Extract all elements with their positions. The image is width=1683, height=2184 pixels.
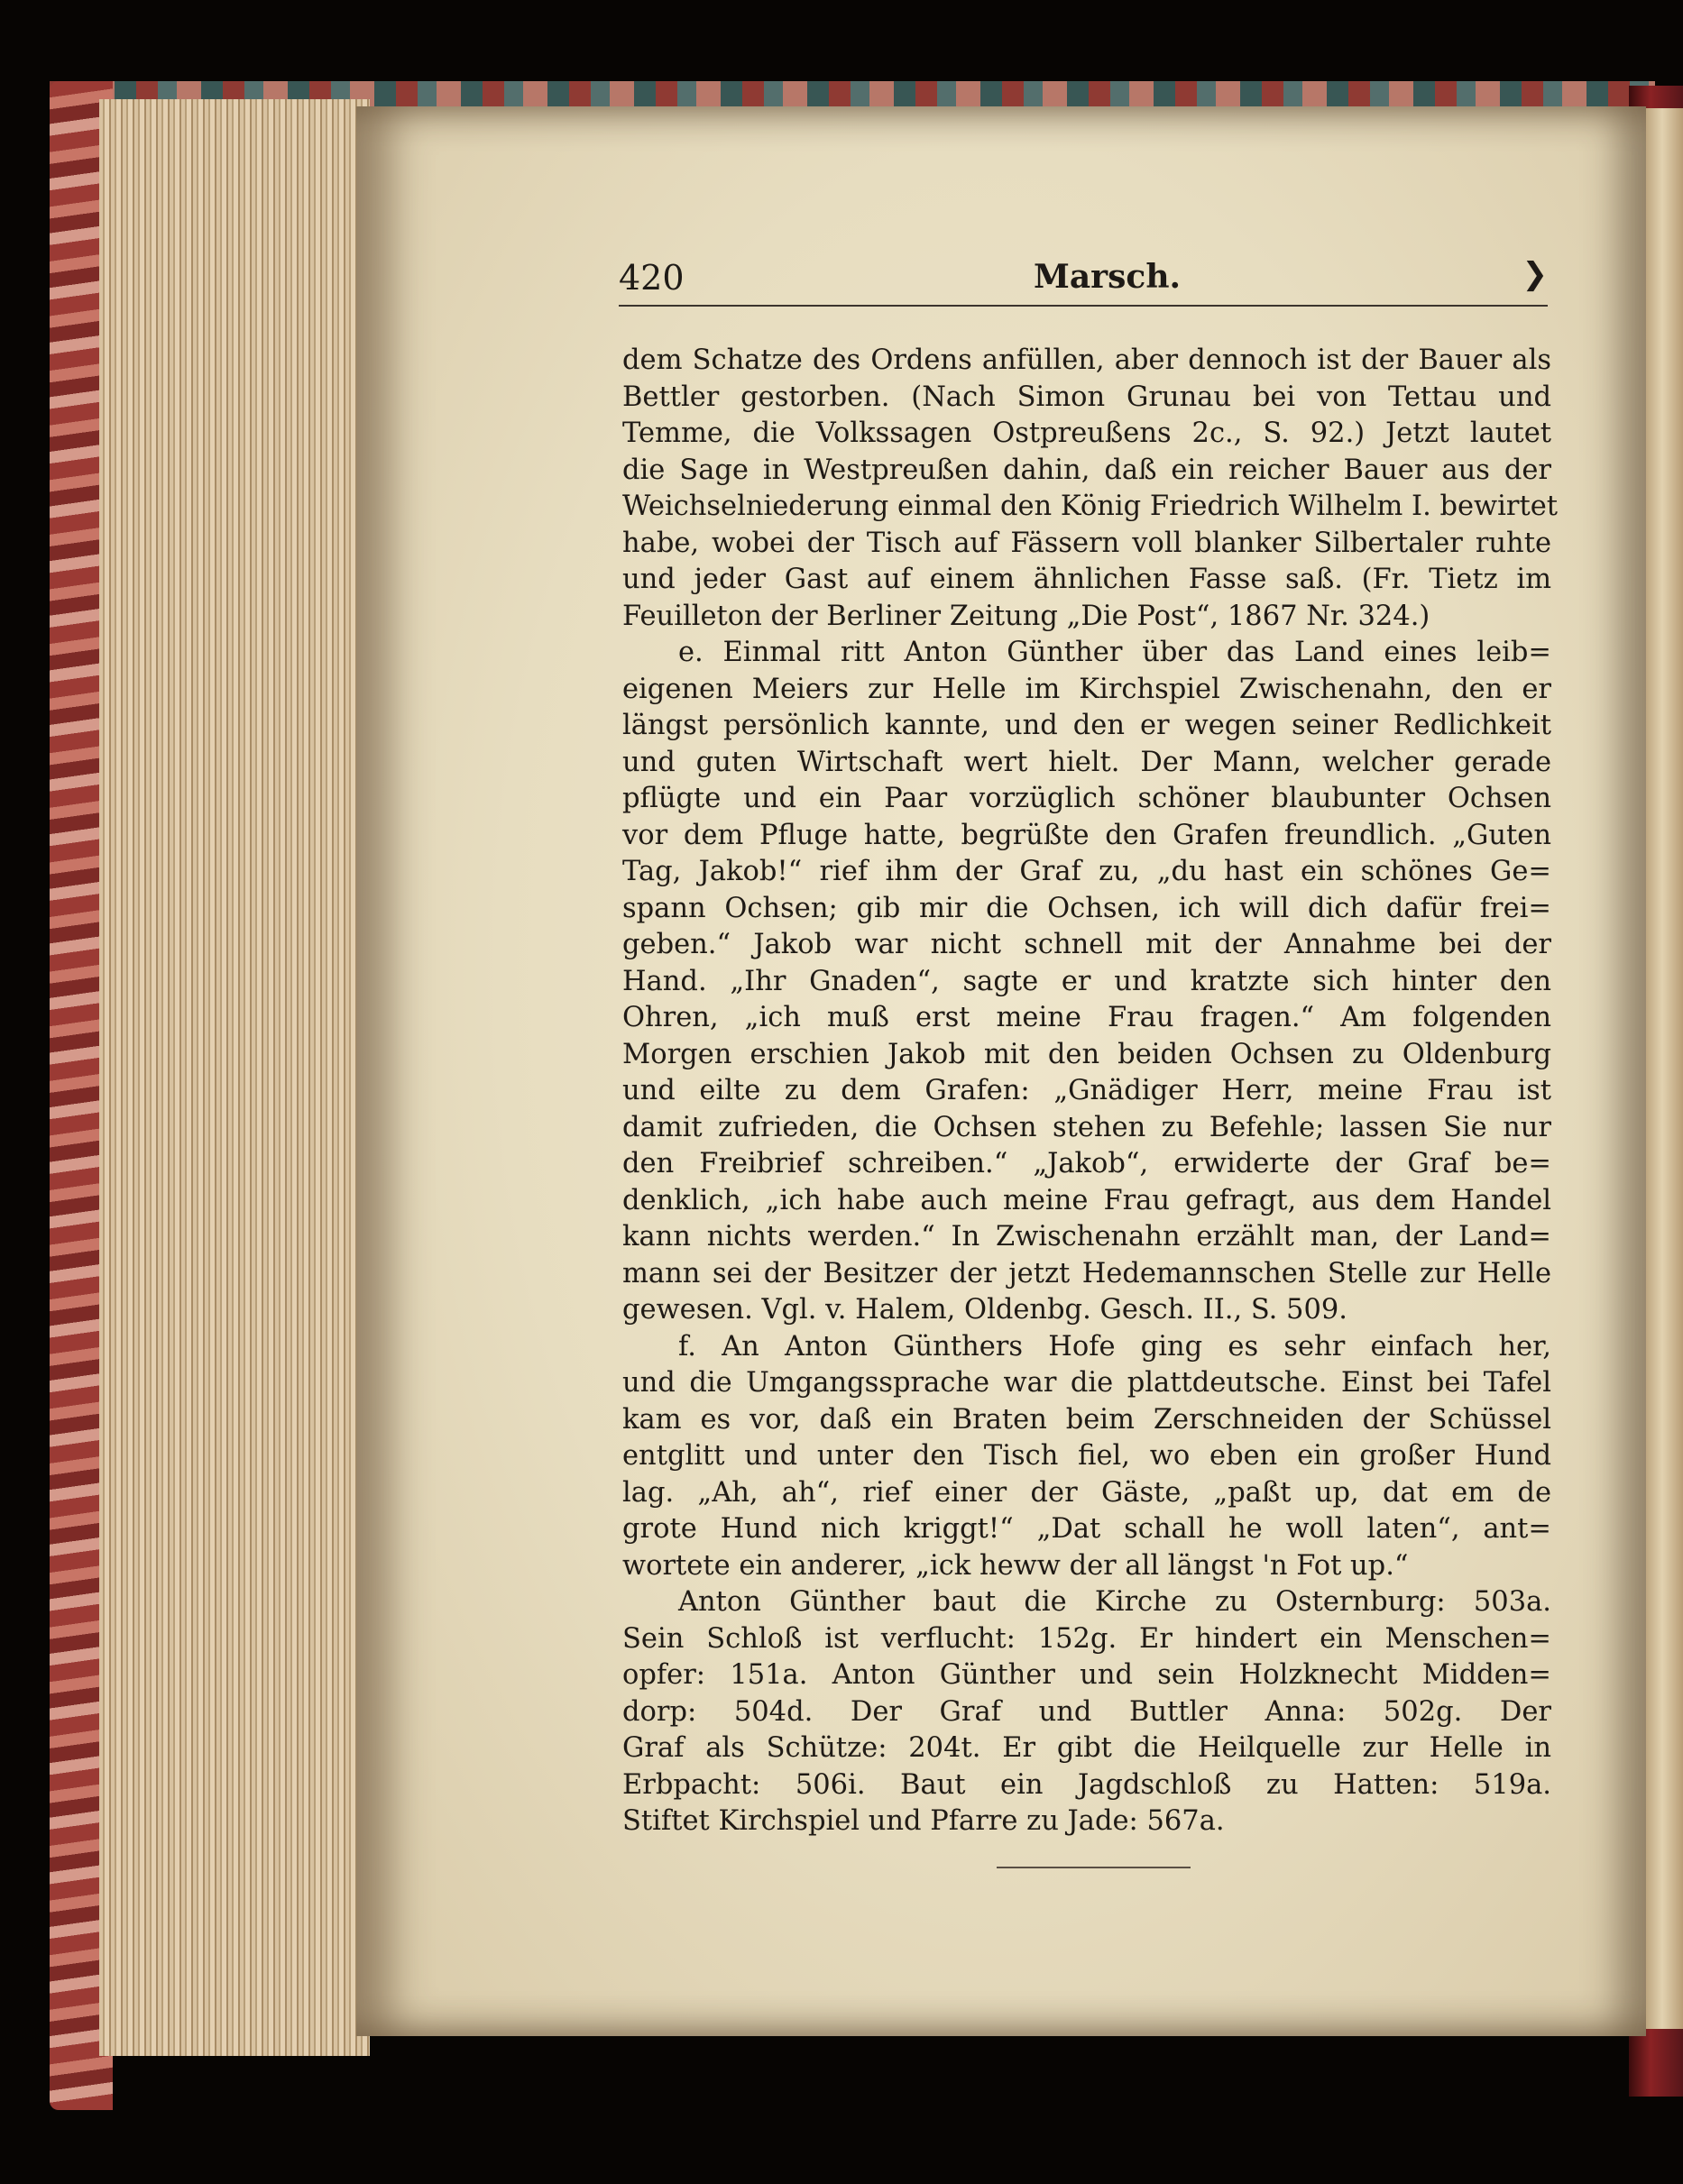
body-text: [622, 343, 1559, 1840]
text-line: habe, wobei der Tisch auf Fässern voll blanker Silbertaler ruhte: [622, 527, 1551, 559]
text-line: eigenen Meiers zur Helle im Kirchspiel Zwischenahn, den er: [622, 673, 1551, 705]
text-line: damit zufrieden, die Ochsen stehen zu Befehle; lassen Sie nur: [622, 1111, 1551, 1143]
text-line: längst persönlich kannte, und den er wegen seiner Redlichkeit: [622, 710, 1551, 741]
page-header: [619, 252, 1548, 307]
text-line: mann sei der Besitzer der jetzt Hedemannschen Stelle zur Helle: [622, 1257, 1551, 1289]
text-line: dem Schatze des Ordens anfüllen, aber dennoch ist der Bauer als: [622, 344, 1551, 376]
running-head: Marsch.: [1034, 258, 1182, 296]
text-line: opfer: 151a. Anton Günther und sein Holzknecht Midden=: [622, 1659, 1551, 1691]
text-line: Anton Günther baut die Kirche zu Osternburg: 503a.: [678, 1586, 1551, 1618]
text-line: geben.“ Jakob war nicht schnell mit der Annahme bei der: [622, 929, 1551, 960]
text-line: Erbpacht: 506i. Baut ein Jagdschloß zu Hatten: 519a.: [622, 1768, 1551, 1801]
text-line: grote Hund nich kriggt!“ „Dat schall he woll laten“, ant=: [622, 1513, 1551, 1545]
text-line: Ohren, „ich muß erst meine Frau fragen.“ Am folgenden: [622, 1002, 1551, 1033]
text-line: kann nichts werden.“ In Zwischenahn erzählt man, der Land=: [622, 1221, 1551, 1253]
text-line: denklich, „ich habe auch meine Frau gefragt, aus dem Handel: [622, 1184, 1551, 1216]
paragraph: [622, 635, 1551, 1329]
text-line: den Freibrief schreiben.“ „Jakob“, erwiderte der Graf be=: [622, 1148, 1551, 1179]
text-line: lag. „Ah, ah“, rief einer der Gäste, „paßt up, dat em de: [622, 1476, 1551, 1509]
text-line: und eilte zu dem Grafen: „Gnädiger Herr, meine Frau ist: [622, 1075, 1551, 1106]
paragraph: [622, 1584, 1551, 1840]
arrow-mark-icon: ❯: [1522, 256, 1548, 292]
text-line: Morgen erschien Jakob mit den beiden Ochsen zu Oldenburg: [622, 1038, 1551, 1070]
text-line: Graf als Schütze: 204t. Er gibt die Heilquelle zur Helle in: [622, 1732, 1551, 1764]
text-line: wortete ein anderer, „ick heww der all längst 'n Fot up.“: [622, 1549, 1409, 1582]
text-line: Weichselniederung einmal den König Friedrich Wilhelm I. bewirtet: [622, 491, 1559, 522]
text-line: Feuilleton der Berliner Zeitung „Die Post“, 1867 Nr. 324.): [622, 600, 1430, 632]
text-line: Tag, Jakob!“ rief ihm der Graf zu, „du hast ein schönes Ge=: [622, 856, 1551, 887]
text-line: Sein Schloß ist verflucht: 152g. Er hindert ein Menschen=: [622, 1622, 1551, 1655]
page-edges: [99, 99, 370, 2056]
text-line: und jeder Gast auf einem ähnlichen Fasse saß. (Fr. Tietz im: [622, 564, 1551, 595]
paragraph: [622, 343, 1559, 635]
text-line: dorp: 504d. Der Graf und Buttler Anna: 502g. Der: [622, 1695, 1551, 1728]
text-line: entglitt und unter den Tisch fiel, wo eben ein großer Hund: [622, 1440, 1551, 1472]
text-line: gewesen. Vgl. v. Halem, Oldenbg. Gesch. II., S. 509.: [622, 1294, 1347, 1326]
text-line: und guten Wirtschaft wert hielt. Der Mann, welcher gerade: [622, 746, 1551, 778]
text-line: e. Einmal ritt Anton Günther über das Land eines leib=: [678, 637, 1551, 668]
end-rule: [997, 1867, 1191, 1868]
text-line: Hand. „Ihr Gnaden“, sagte er und kratzte sich hinter den: [622, 965, 1551, 997]
text-line: Bettler gestorben. (Nach Simon Grunau bei von Tettau und: [622, 381, 1551, 413]
text-line: f. An Anton Günthers Hofe ging es sehr einfach her,: [678, 1330, 1551, 1363]
text-line: Stiftet Kirchspiel und Pfarre zu Jade: 567a.: [622, 1805, 1225, 1837]
text-line: kam es vor, daß ein Braten beim Zerschneiden der Schüssel: [622, 1403, 1551, 1436]
header-rule: [619, 305, 1548, 307]
page-number: 420: [619, 258, 685, 298]
text-line: Temme, die Volkssagen Ostpreußens 2c., S. 92.) Jetzt lautet: [622, 418, 1551, 449]
facing-page-edge: [1642, 108, 1683, 2029]
paragraph: [622, 1329, 1551, 1585]
text-line: pflügte und ein Paar vorzüglich schöner blaubunter Ochsen: [622, 783, 1551, 814]
text-line: spann Ochsen; gib mir die Ochsen, ich will dich dafür frei=: [622, 892, 1551, 924]
text-line: vor dem Pfluge hatte, begrüßte den Grafen freundlich. „Guten: [622, 819, 1551, 851]
text-line: und die Umgangssprache war die plattdeutsche. Einst bei Tafel: [622, 1367, 1551, 1399]
text-line: die Sage in Westpreußen dahin, daß ein reicher Bauer aus der: [622, 454, 1551, 486]
